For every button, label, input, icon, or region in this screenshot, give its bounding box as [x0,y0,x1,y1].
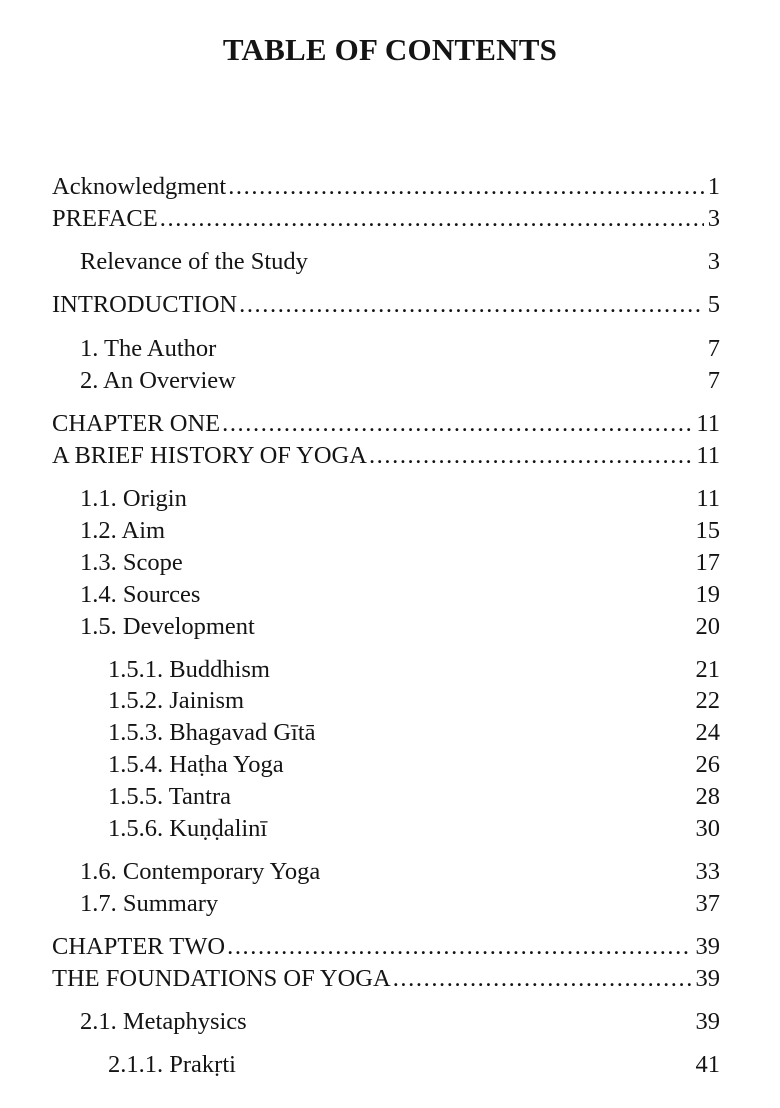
toc-entry-label: PREFACE [52,205,158,232]
toc-entry [80,366,720,396]
toc-entry [52,172,720,202]
toc-entry [80,484,720,514]
page-title: TABLE OF CONTENTS [222,32,558,67]
toc-entry-label: Acknowledgment [52,173,227,200]
toc-entry [52,964,720,994]
toc-entry [80,612,720,642]
dot-leader [222,409,692,439]
toc-entry-page: 24 [695,719,720,746]
toc-entry-label: 2. An Overview [80,367,236,394]
toc-entry [80,889,720,919]
toc-entry [108,782,720,812]
toc-entry-page: 20 [695,613,720,640]
toc-entry-page: 26 [695,751,720,778]
toc-entry [108,750,720,780]
toc-entry [108,655,720,685]
toc-entry [80,247,720,277]
dot-leader [160,204,704,234]
toc-entry [80,548,720,578]
dot-leader [369,441,692,471]
dot-leader [239,290,704,320]
toc-entry-label: 1.5.4. Haṭha Yoga [108,751,284,778]
toc-entry [80,580,720,610]
toc-entry-label: 1.4. Sources [80,581,201,608]
toc-entry-label: 1.5.1. Buddhism [108,656,270,683]
dot-leader [227,932,691,962]
toc-entry [52,932,720,962]
toc-entry-label: Relevance of the Study [80,248,308,275]
toc-entry-label: 1.5. Development [80,613,255,640]
toc-entry-label: 1.5.5. Tantra [108,783,232,810]
toc-entry-page: 3 [707,205,720,232]
toc-entry [108,1050,720,1080]
toc-entry-label: 1.5.6. Kuṇḍalinī [108,815,268,842]
toc-entry-page: 28 [695,783,720,810]
toc-entry-page: 11 [696,485,720,512]
toc-entry [80,857,720,887]
toc-entry [80,516,720,546]
toc-entry [52,409,720,439]
toc-entry-page: 30 [695,815,720,842]
toc-entry-label: 1.5.3. Bhagavad Gītā [108,719,316,746]
toc-entry-label: 2.1.1. Prakṛti [108,1051,236,1078]
toc-entry [80,1007,720,1037]
toc-entry-label: CHAPTER TWO [52,933,226,960]
toc-entry-page: 33 [695,858,720,885]
toc-entry [52,290,720,320]
toc-entry [108,814,720,844]
toc-entry-label: 1.7. Summary [80,890,219,917]
toc-entry-page: 11 [696,410,720,437]
toc-entry-page: 39 [695,933,720,960]
toc-entry-page: 5 [707,291,720,318]
toc-entry-label: 1.2. Aim [80,517,166,544]
toc-entry-label: 1.3. Scope [80,549,183,576]
dot-leader [393,964,692,994]
toc-entry-label: CHAPTER ONE [52,410,221,437]
toc-entry [52,441,720,471]
toc-entry-page: 1 [707,173,720,200]
toc-entry-label: A BRIEF HISTORY OF YOGA [52,442,367,469]
toc-entry-page: 37 [695,890,720,917]
dot-leader [228,172,704,202]
toc-entry [80,334,720,364]
toc-entry-label: THE FOUNDATIONS OF YOGA [52,965,391,992]
toc-entry-page: 17 [695,549,720,576]
toc-entry [108,686,720,716]
toc-entry-label: 1.6. Contemporary Yoga [80,858,321,885]
toc-entry-page: 15 [695,517,720,544]
toc-entry-page: 3 [707,248,720,275]
toc-entry-page: 22 [695,687,720,714]
toc-entry-label: INTRODUCTION [52,291,238,318]
toc-entry-page: 19 [695,581,720,608]
toc-entry-page: 11 [696,442,720,469]
toc-entry-label: 1.5.2. Jainism [108,687,245,714]
toc-entry [108,718,720,748]
toc-entry-page: 39 [695,965,720,992]
toc-entry-label: 1.1. Origin [80,485,187,512]
toc-entry-page: 41 [695,1051,720,1078]
toc-entry-page: 7 [707,367,720,394]
toc-entry-page: 21 [695,656,720,683]
toc-entry-page: 7 [707,335,720,362]
toc-entry-page: 39 [695,1008,720,1035]
toc-entry-label: 1. The Author [80,335,217,362]
toc-entry-label: 2.1. Metaphysics [80,1008,247,1035]
toc-entry [52,204,720,234]
